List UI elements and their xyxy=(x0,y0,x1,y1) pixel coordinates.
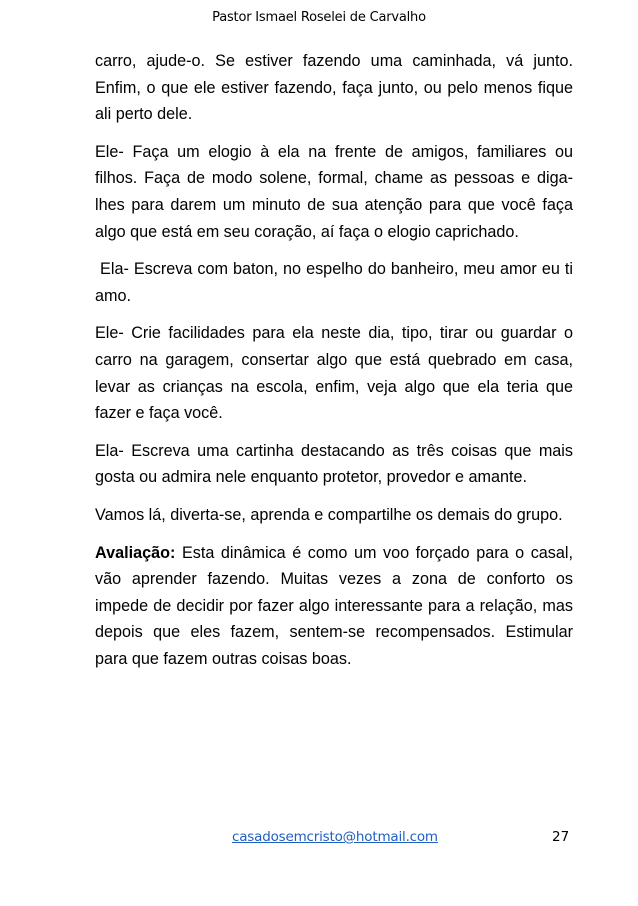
evaluation-text: Esta dinâmica é como um voo forçado para o casal, vão aprender fazendo. Muitas vezes a zona de conforto os impede de decidir por fazer algo interessante para a relação, mas depois que eles fazem, sentem-se recompensados. Estimular para que fazem outras coisas boas. xyxy=(95,543,573,668)
paragraph-4: Ele- Crie facilidades para ela neste dia, tipo, tirar ou guardar o carro na garagem, consertar algo que está quebrado em casa, levar as crianças na escola, enfim, veja algo que ela teria que fazer e faça você. xyxy=(95,324,573,423)
paragraph-5: Ela- Escreva uma cartinha destacando as três coisas que mais gosta ou admira nele enquanto protetor, provedor e amante. xyxy=(95,441,573,487)
page-number: 27 xyxy=(552,829,570,845)
paragraph-1: carro, ajude-o. Se estiver fazendo uma caminhada, vá junto. Enfim, o que ele estiver fazendo, faça junto, ou pelo menos fique ali perto dele. xyxy=(95,52,573,124)
evaluation-label: Avaliação: xyxy=(95,543,176,562)
paragraph-evaluation xyxy=(95,540,573,673)
page-body xyxy=(95,48,578,683)
paragraph-6: Vamos lá, diverta-se, aprenda e compartilhe os demais do grupo. xyxy=(95,505,563,524)
page-header-author: Pastor Ismael Roselei de Carvalho xyxy=(212,10,426,25)
footer-email-link[interactable]: casadosemcristo@hotmail.com xyxy=(232,829,438,845)
paragraph-2: Ele- Faça um elogio à ela na frente de amigos, familiares ou filhos. Faça de modo solene, formal, chame as pessoas e diga-lhes para darem um minuto de sua atenção para que você faça algo que está em seu coração, aí faça o elogio caprichado. xyxy=(95,142,573,241)
paragraph-3: Ela- Escreva com baton, no espelho do banheiro, meu amor eu ti amo. xyxy=(95,260,578,305)
